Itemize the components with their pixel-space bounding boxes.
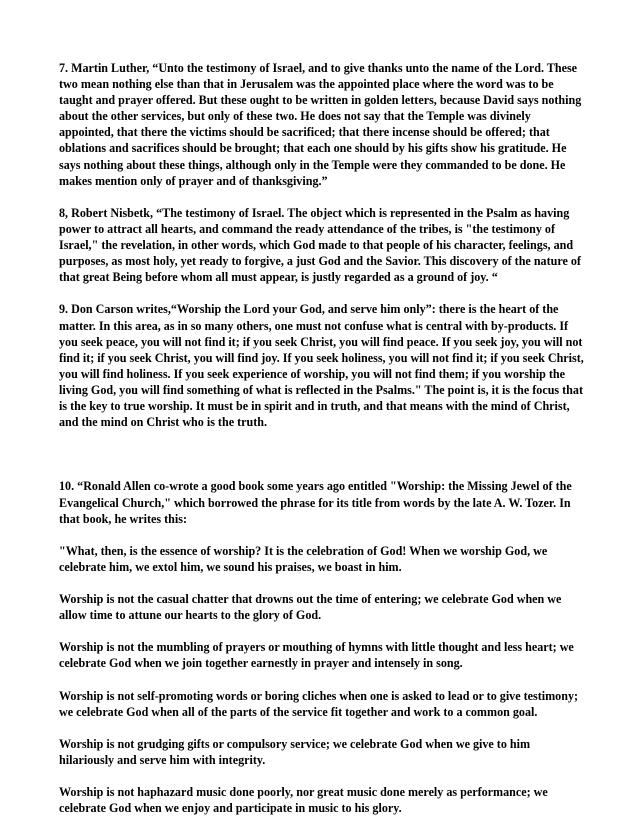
section-spacer bbox=[59, 446, 584, 478]
paragraph-self-promoting: Worship is not self-promoting words or boring cliches when one is asked to lead or to give testimony; we celebrate God when all of the parts of the service fit together and work to a common goal. bbox=[59, 688, 579, 719]
paragraph-essence-of-worship: "What, then, is the essence of worship? It is the celebration of God! When we worship God, we celebrate him, we extol him, we sound his praises, we boast in him. bbox=[59, 543, 548, 574]
paragraph-mumbling-prayers: Worship is not the mumbling of prayers or mouthing of hymns with little thought and less heart; we celebrate God when we join together earnestly in prayer and intensely in song. bbox=[59, 640, 574, 671]
paragraph-casual-chatter: Worship is not the casual chatter that drowns out the time of entering; we celebrate God when we allow time to attune our hearts to the glory of God. bbox=[59, 592, 562, 623]
paragraph-haphazard-music: Worship is not haphazard music done poorly, nor great music done merely as performance; we celebrate God when we enjoy and participate in music to his glory. bbox=[59, 785, 548, 816]
paragraph-carson: 9. Don Carson writes,“Worship the Lord your God, and serve him only”: there is the heart of the matter. In this area, as in so many others, one must not confuse what is central with by-products. If you seek peace, you will not find it; if you seek Christ, you will find peace. If you seek joy, you will not find it; if you seek Christ, you will find joy. If you seek holiness, you will not find it; if you seek Christ, you will find holiness. If you seek experience of worship, you will not find them; if you worship the living God, you will find something of what is reflected in the Psalms." The point is, it is the focus that is the key to true worship. It must be in spirit and in truth, and that means with the mind of Christ, and the mind on Christ who is the truth. bbox=[59, 302, 584, 430]
paragraph-allen-intro: 10. “Ronald Allen co-wrote a good book some years ago entitled "Worship: the Missing Jewel of the Evangelical Church," which borrowed the phrase for its title from words by the late A. W. Tozer. In that book, he writes this: bbox=[59, 479, 572, 526]
paragraph-grudging-gifts: Worship is not grudging gifts or compulsory service; we celebrate God when we give to him hilariously and serve him with integrity. bbox=[59, 736, 531, 768]
paragraph-nisbet: 8, Robert Nisbetk, “The testimony of Israel. The object which is represented in the Psalm as having power to attract all hearts, and command the ready attendance of the tribes, is "the testimony of Israel," the revelation, in other words, which God made to that people of his character, feelings, and purposes, as most holy, yet ready to forgive, a just God and the Savior. This discovery of the nature of that great Being before whom all must appear, is justly regarded as a ground of joy. “ bbox=[59, 205, 581, 285]
paragraph-luther: 7. Martin Luther, “Unto the testimony of Israel, and to give thanks unto the name of the Lord. These two mean nothing else than that in Jerusalem was the appointed place where the word was to be taught and prayer offered. But these ought to be written in golden letters, because David says nothing about the other services, but only of these two. He does not say that the Temple was divinely appointed, that there the victims should be sacrificed; that there incense should be offered; that oblations and sacrifices should be brought; that each one should by his gifts show his gratitude. He says nothing about these things, although only in the Temple were they commanded to be done. He makes mention only of prayer and of thanksgiving.” bbox=[59, 61, 582, 188]
document-page bbox=[59, 60, 584, 833]
